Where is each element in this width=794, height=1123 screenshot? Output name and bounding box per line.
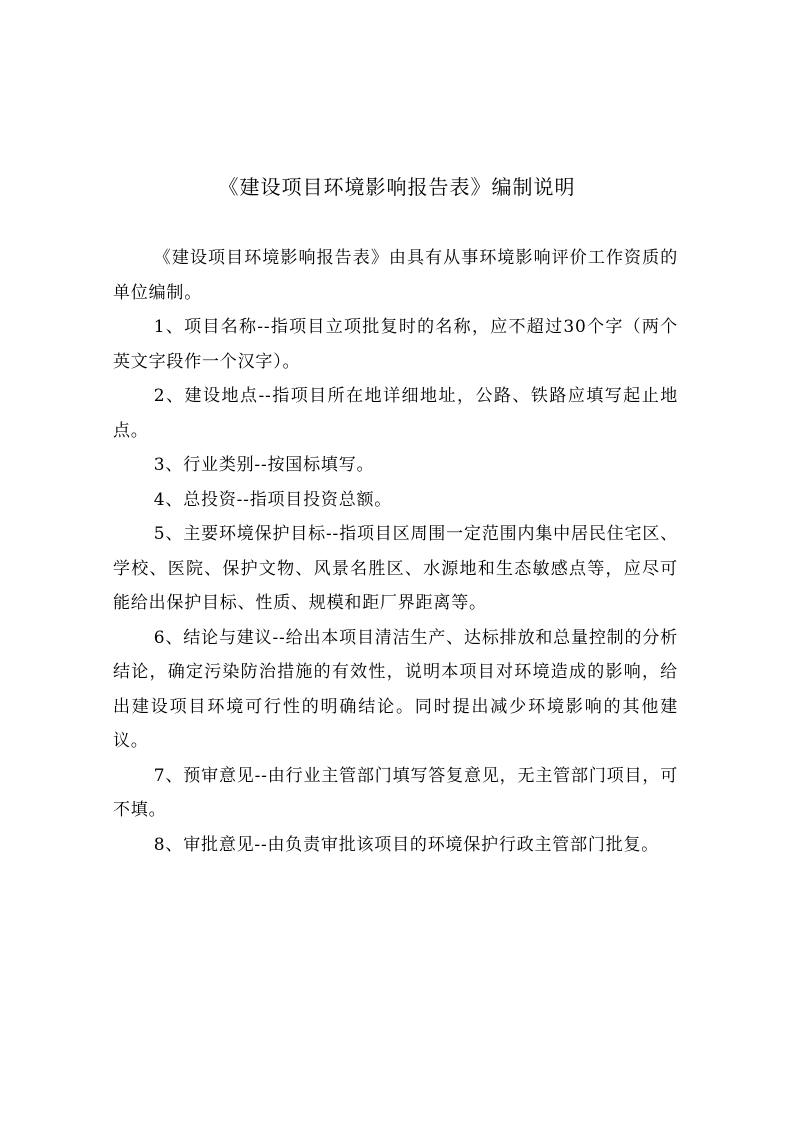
paragraph-industry-category: 3、行业类别--按国标填写。 <box>153 455 375 475</box>
document-body <box>113 241 678 862</box>
paragraph-total-investment: 4、总投资--指项目投资总额。 <box>153 489 393 510</box>
paragraph-preliminary-review: 7、预审意见--由行业主管部门填写答复意见，无主管部门项目，可不填。 <box>113 765 678 820</box>
paragraph-construction-site: 2、建设地点--指项目所在地详细地址，公路、铁路应填写起止地点。 <box>113 386 678 441</box>
paragraph-conclusions: 6、结论与建议--给出本项目清洁生产、达标排放和总量控制的分析结论，确定污染防治措施的有效性，说明本项目对环境造成的影响，给出建设项目环境可行性的明确结论。同时提出减少环境影响的其他建议。 <box>113 627 678 751</box>
paragraph-approval-opinion: 8、审批意见--由负责审批该项目的环境保护行政主管部门批复。 <box>153 834 660 855</box>
document-title: 《建设项目环境影响报告表》编制说明 <box>218 175 576 199</box>
paragraph-project-name: 1、项目名称--指项目立项批复时的名称，应不超过30个字（两个英文字段作一个汉字）。 <box>113 317 678 372</box>
paragraph-intro: 《建设项目环境影响报告表》由具有从事环境影响评价工作资质的单位编制。 <box>113 248 678 303</box>
paragraph-protection-targets: 5、主要环境保护目标--指项目区周围一定范围内集中居民住宅区、学校、医院、保护文物、风景名胜区、水源地和生态敏感点等，应尽可能给出保护目标、性质、规模和距厂界距离等。 <box>113 524 678 613</box>
